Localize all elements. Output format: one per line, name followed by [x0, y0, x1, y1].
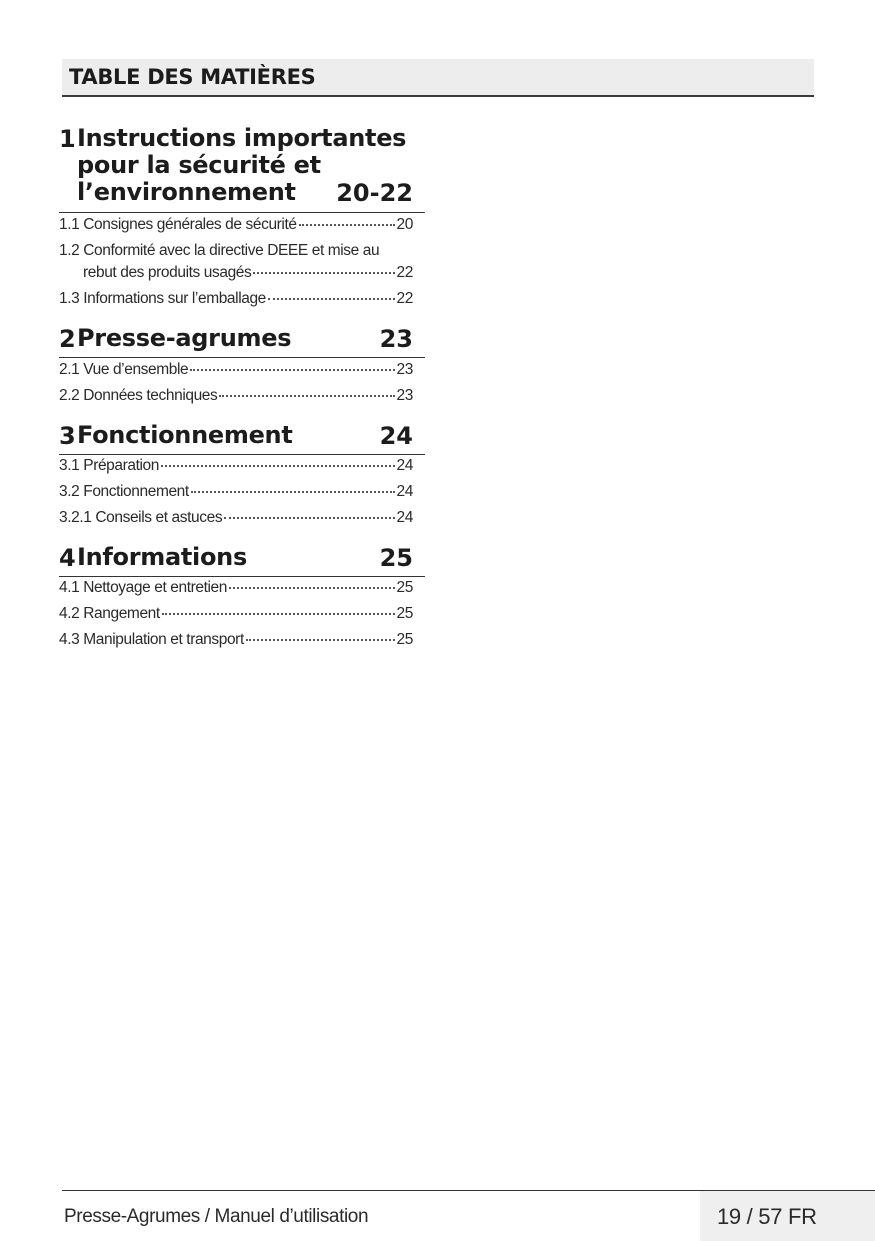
- entry-page: 22: [396, 264, 413, 281]
- entry-page: 23: [396, 361, 413, 378]
- section-number: 4: [59, 544, 76, 572]
- section-title: Fonctionnement: [77, 421, 293, 449]
- entry-page: 25: [396, 631, 413, 648]
- entry-page: 24: [396, 457, 413, 474]
- dot-leader: [229, 587, 395, 589]
- section-pages: 23: [379, 325, 413, 353]
- entry-label: 4.1 Nettoyage et entretien: [59, 579, 227, 596]
- dot-leader: [224, 517, 394, 519]
- section-pages: 25: [379, 544, 413, 572]
- toc-entry[interactable]: [59, 290, 413, 308]
- dot-leader: [253, 272, 394, 274]
- entry-page: 23: [396, 387, 413, 404]
- section-title-line: Instructions importantes: [77, 124, 407, 152]
- dot-leader: [299, 224, 395, 226]
- toc-entry[interactable]: [59, 483, 413, 501]
- entry-page: 24: [396, 509, 413, 526]
- section-number: 2: [59, 325, 76, 353]
- dot-leader: [246, 639, 395, 641]
- toc-entry[interactable]: [59, 361, 413, 379]
- toc-entry[interactable]: [59, 216, 413, 234]
- entry-label: 4.3 Manipulation et transport: [59, 631, 244, 648]
- entry-label: 3.1 Préparation: [59, 457, 159, 474]
- dot-leader: [162, 613, 395, 615]
- dot-leader: [191, 491, 395, 493]
- section-heading-3[interactable]: [59, 419, 425, 455]
- toc-header-bar: [62, 59, 814, 97]
- toc-entry[interactable]: [59, 457, 413, 475]
- footer-page-number: 19 / 57 FR: [717, 1204, 817, 1229]
- toc-title: TABLE DES MATIÈRES: [69, 65, 316, 89]
- section-title: Presse-agrumes: [77, 324, 292, 352]
- entry-label: 2.2 Données techniques: [59, 387, 218, 404]
- entry-label-line[interactable]: 1.2 Conformité avec la directive DEEE et mise au: [59, 242, 380, 259]
- dot-leader: [219, 395, 394, 397]
- toc-entry[interactable]: [59, 387, 413, 405]
- footer-document-title: Presse-Agrumes / Manuel d’utilisation: [64, 1206, 369, 1227]
- section-number: 1: [59, 125, 76, 153]
- dot-leader: [161, 465, 395, 467]
- section-number: 3: [59, 422, 76, 450]
- section-title: Informations: [77, 543, 247, 571]
- entry-label: 1.3 Informations sur l’emballage: [59, 290, 266, 307]
- entry-label: 2.1 Vue d’ensemble: [59, 361, 189, 378]
- dot-leader: [190, 369, 394, 371]
- section-pages: 20-22: [336, 179, 413, 207]
- toc-entry[interactable]: [59, 509, 413, 527]
- toc-entry[interactable]: [59, 579, 413, 597]
- section-heading-2[interactable]: [59, 322, 425, 358]
- dot-leader: [268, 298, 395, 300]
- entry-label: 4.2 Rangement: [59, 605, 160, 622]
- entry-label: 3.2 Fonctionnement: [59, 483, 189, 500]
- footer-page-box: [700, 1191, 875, 1241]
- entry-page: 25: [396, 605, 413, 622]
- section-heading-4[interactable]: [59, 541, 425, 577]
- toc-entry[interactable]: [59, 631, 413, 649]
- section-pages: 24: [379, 422, 413, 450]
- entry-label: 1.1 Consignes générales de sécurité: [59, 216, 297, 233]
- section-heading-1[interactable]: [59, 122, 425, 213]
- entry-label: rebut des produits usagés: [83, 264, 252, 281]
- entry-page: 22: [396, 290, 413, 307]
- toc-entry[interactable]: [83, 264, 413, 282]
- entry-page: 25: [396, 579, 413, 596]
- toc-entry[interactable]: [59, 605, 413, 623]
- entry-page: 20: [396, 216, 413, 233]
- section-title-line: pour la sécurité et: [77, 151, 321, 179]
- section-title-line: l’environnement: [77, 178, 296, 206]
- entry-label: 3.2.1 Conseils et astuces: [59, 509, 223, 526]
- entry-page: 24: [396, 483, 413, 500]
